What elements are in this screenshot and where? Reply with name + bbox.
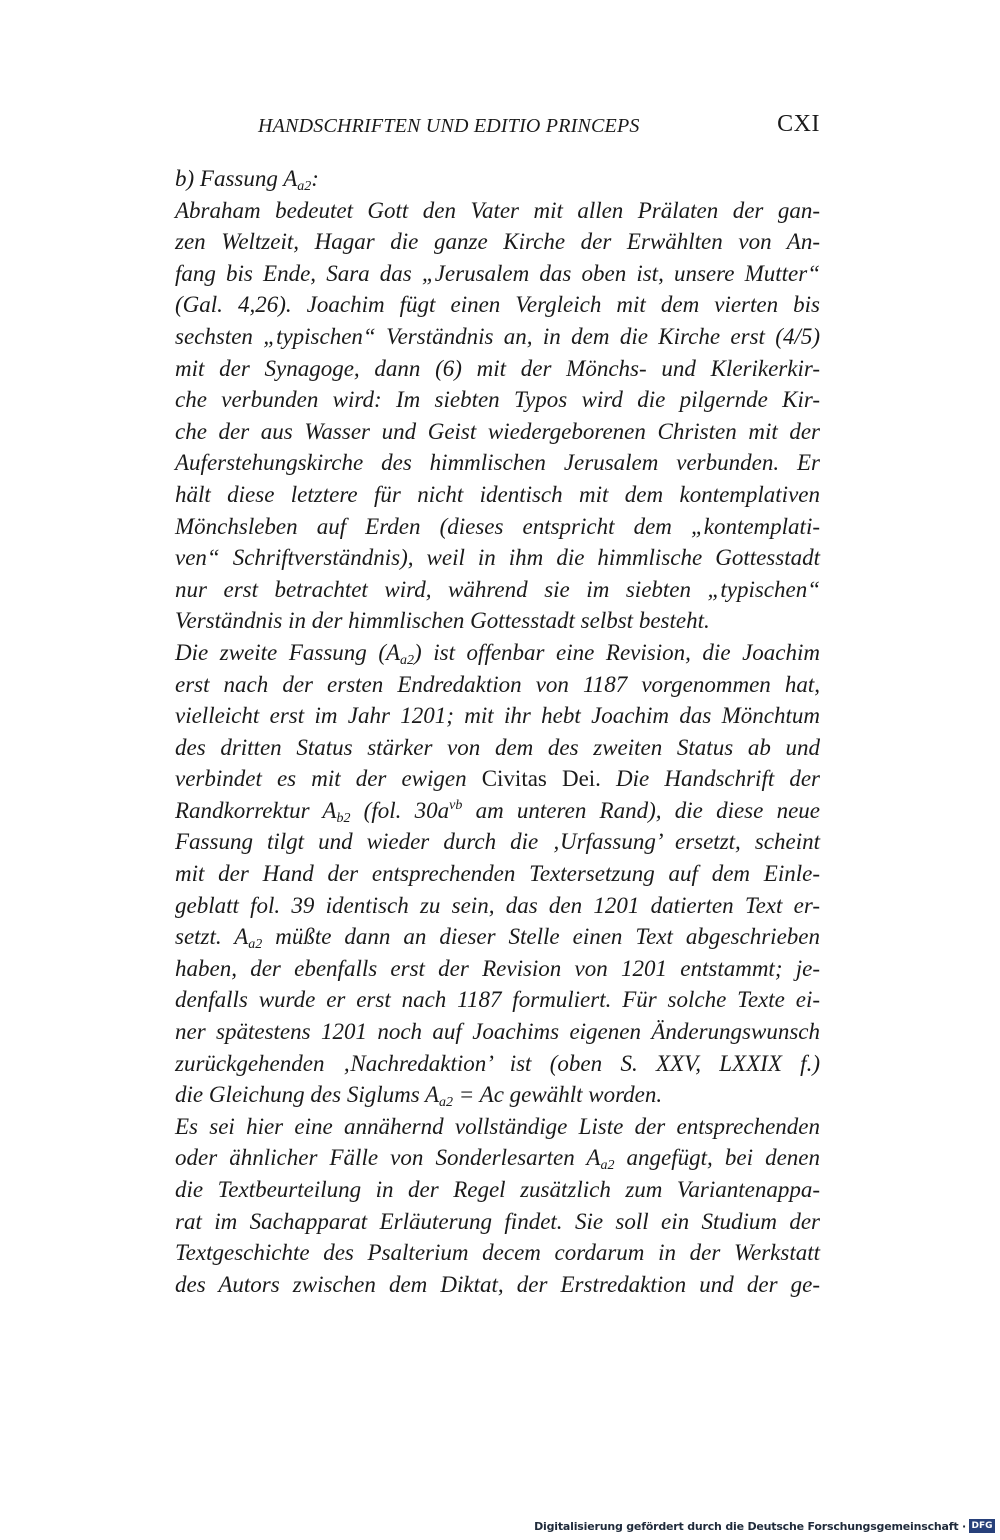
text-line (175, 1048, 820, 1080)
subscript: a2 (248, 937, 263, 953)
text-run: verbindet es mit der ewigen (175, 766, 482, 792)
text-line (175, 416, 820, 448)
text-line (175, 511, 820, 543)
text-line (175, 669, 820, 701)
text-run: am unteren Rand), die diese neue (462, 797, 820, 823)
text-run: Auferstehungskirche des himmlischen Jerusalem verbunden. Er (175, 450, 820, 476)
running-title: HANDSCHRIFTEN UND EDITIO PRINCEPS (258, 115, 640, 137)
text-line (175, 921, 820, 953)
text-run: (Gal. 4,26). Joachim fügt einen Vergleich mit dem vierten bis (175, 292, 820, 318)
text-line (175, 984, 820, 1016)
text-run: des dritten Status stärker von dem des zweiten Status ab und (175, 734, 820, 760)
text-run: oder ähnlicher Fälle von Sonderlesarten A (175, 1145, 601, 1171)
text-line (175, 1237, 820, 1269)
text-line (175, 732, 820, 764)
text-run: ner spätestens 1201 noch auf Joachims eigenen Änderungswunsch (175, 1019, 820, 1045)
text-run: b) Fassung A (175, 166, 298, 191)
text-run: hält diese letztere für nicht identisch mit dem kontemplativen (175, 481, 820, 507)
text-run: angefügt, bei denen (614, 1145, 820, 1171)
text-run: Textgeschichte des Psalterium decem cordarum in der Werkstatt (175, 1240, 820, 1266)
text-run: denfalls wurde er erst nach 1187 formuliert. Für solche Texte ei- (175, 987, 820, 1013)
text-run: mit der Synagoge, dann (6) mit der Mönchs- und Klerikerkir- (175, 355, 820, 381)
text-run: ) ist offenbar eine Revision, die Joachim (414, 639, 821, 665)
page-body-text (175, 163, 820, 1300)
text-line (175, 763, 820, 795)
text-run: setzt. A (175, 924, 249, 950)
text-line (175, 1269, 820, 1301)
text-line (175, 1111, 820, 1143)
text-line (175, 289, 820, 321)
text-run: Fassung tilgt und wieder durch die ‚Urfassung’ ersetzt, scheint (175, 829, 820, 855)
text-run: zurückgehenden ‚Nachredaktion’ ist (oben S. XXV, LXXIX f.) (175, 1050, 820, 1076)
text-run: (fol. 30a (350, 797, 450, 823)
text-run: Verständnis in der himmlischen Gottesstadt selbst besteht. (175, 608, 710, 634)
text-run: rat im Sachapparat Erläuterung findet. Sie soll ein Studium der (175, 1208, 820, 1234)
text-run: Es sei hier eine annähernd vollständige Liste der entsprechenden (175, 1113, 820, 1139)
text-line (175, 1079, 820, 1111)
text-line (175, 858, 820, 890)
text-run: sechsten „typischen“ Verständnis an, in dem die Kirche erst (4/5) (175, 323, 820, 349)
subscript: a2 (439, 1095, 454, 1111)
text-run: che verbunden wird: Im siebten Typos wird die pilgernde Kir- (175, 387, 820, 413)
text-line (175, 1142, 820, 1174)
text-line (175, 321, 820, 353)
text-run: Abraham bedeutet Gott den Vater mit allen Prälaten der gan- (175, 197, 820, 223)
text-run: die Textbeurteilung in der Regel zusätzlich zum Variantenappa- (175, 1177, 820, 1202)
text-run: Randkorrektur A (175, 797, 337, 823)
text-line (175, 574, 820, 606)
text-line (175, 226, 820, 258)
subscript: a2 (400, 652, 415, 668)
text-run: : (311, 166, 319, 191)
text-run: müßte dann an dieser Stelle einen Text abgeschrieben (262, 924, 820, 950)
text-run: die Gleichung des Siglums A (175, 1082, 440, 1108)
text-run: vielleicht erst im Jahr 1201; mit ihr hebt Joachim das Mönchtum (175, 703, 820, 729)
footer-credit (534, 1516, 995, 1536)
text-line (175, 1174, 820, 1206)
text-run: Die Handschrift der (600, 766, 820, 792)
text-line (175, 258, 820, 290)
upright-text: Civitas Dei. (481, 766, 601, 792)
superscript: vb (449, 797, 463, 813)
dfg-logo-icon: DFG (969, 1519, 995, 1533)
text-run: che der aus Wasser und Geist wiedergeborenen Christen mit der (175, 418, 820, 444)
text-line (175, 953, 820, 985)
text-line (175, 826, 820, 858)
dfg-credit-text: Digitalisierung gefördert durch die Deutsche Forschungsgemeinschaft · (534, 1519, 966, 1533)
text-line (175, 542, 820, 574)
text-line (175, 163, 820, 195)
text-run: des Autors zwischen dem Diktat, der Erstredaktion und der ge- (175, 1271, 820, 1297)
text-line (175, 1206, 820, 1238)
text-run: ven“ Schriftverständnis), weil in ihm die himmlische Gottesstadt (175, 545, 820, 571)
text-run: mit der Hand der entsprechenden Textersetzung auf dem Einle- (175, 861, 820, 887)
subscript: a2 (600, 1158, 615, 1174)
text-run: Mönchsleben auf Erden (dieses entspricht dem „kontemplati- (175, 513, 820, 539)
text-line (175, 700, 820, 732)
text-run: haben, der ebenfalls erst der Revision von 1201 entstammt; je- (175, 955, 820, 981)
text-run: nur erst betrachtet wird, während sie im siebten „typischen“ (175, 576, 820, 602)
text-line (175, 195, 820, 227)
text-line (175, 353, 820, 385)
subscript: b2 (336, 810, 351, 826)
running-header (175, 111, 820, 145)
text-line (175, 890, 820, 922)
text-line (175, 447, 820, 479)
text-line (175, 384, 820, 416)
text-run: geblatt fol. 39 identisch zu sein, das den 1201 datierten Text er- (175, 892, 820, 918)
text-line (175, 1016, 820, 1048)
text-line (175, 637, 820, 669)
text-run: erst nach der ersten Endredaktion von 1187 vorgenommen hat, (175, 671, 820, 697)
text-run: zen Weltzeit, Hagar die ganze Kirche der Erwählten von An- (175, 229, 820, 255)
text-run: = Ac gewählt worden. (453, 1082, 663, 1108)
text-line (175, 479, 820, 511)
text-line (175, 795, 820, 827)
subscript: a2 (297, 179, 312, 194)
text-line (175, 605, 820, 637)
page-number: CXI (777, 111, 820, 137)
text-run: fang bis Ende, Sara das „Jerusalem das oben ist, unsere Mutter“ (175, 260, 820, 286)
text-run: Die zweite Fassung (A (175, 639, 401, 665)
